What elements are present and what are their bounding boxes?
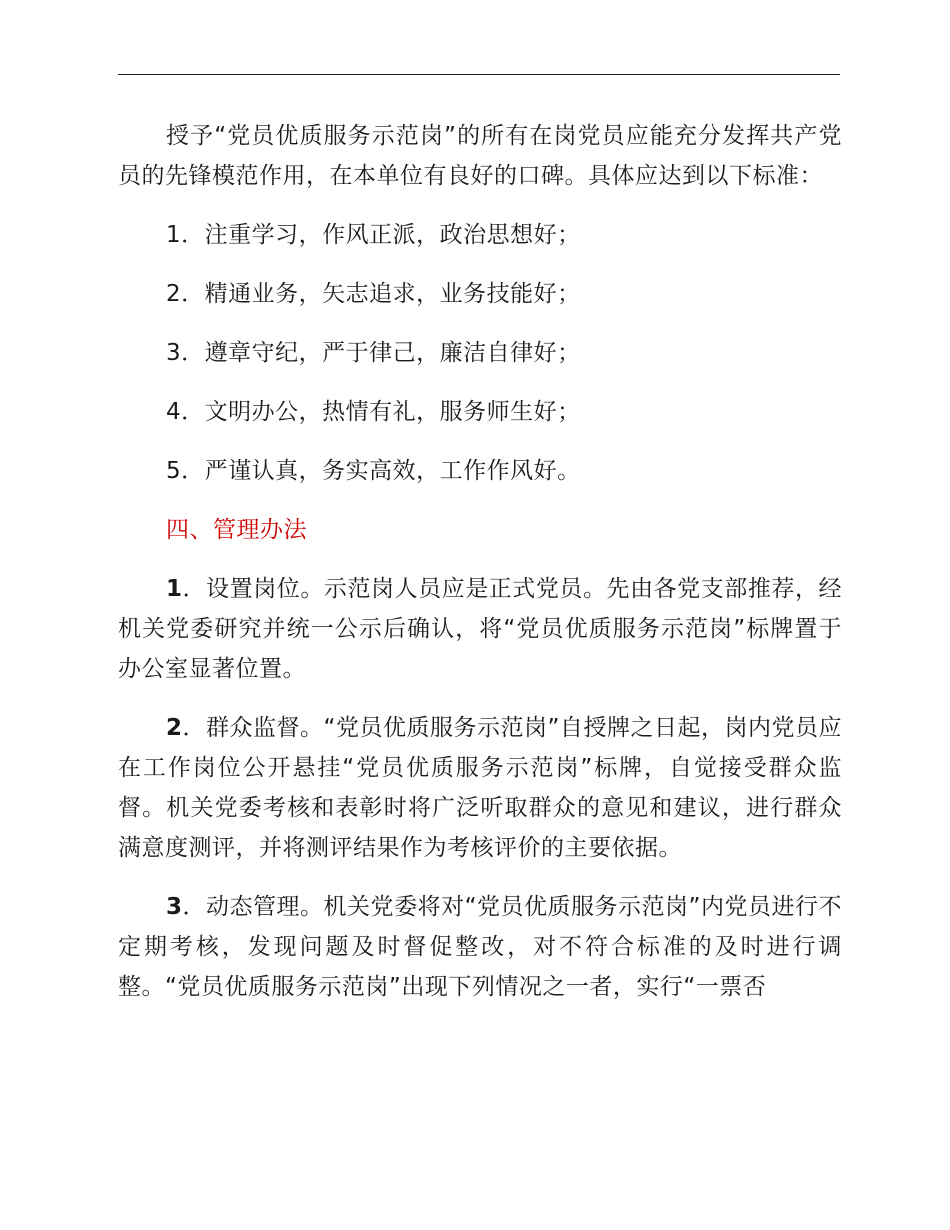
measure-paragraph-3 bbox=[118, 887, 842, 1007]
measure-text-2: ．群众监督。“党员优质服务示范岗”自授牌之日起，岗内党员应在工作岗位公开悬挂“党员优质服务示范岗”标牌，自觉接受群众监督。机关党委考核和表彰时将广泛听取群众的意见和建议，进行群众满意度测评，并将测评结果作为考核评价的主要依据。 bbox=[118, 715, 842, 861]
measure-paragraph-1 bbox=[118, 569, 842, 689]
intro-paragraph: 授予“党员优质服务示范岗”的所有在岗党员应能充分发挥共产党员的先锋模范作用，在本单位有良好的口碑。具体应达到以下标准： bbox=[118, 123, 842, 189]
header-rule bbox=[118, 74, 840, 75]
standard-item-2: 2．精通业务，矢志追求，业务技能好； bbox=[166, 281, 581, 307]
standard-item-4: 4．文明办公，热情有礼，服务师生好； bbox=[166, 399, 581, 425]
standard-item-1: 1．注重学习，作风正派，政治思想好； bbox=[166, 222, 581, 248]
standard-item-5: 5．严谨认真，务实高效，工作作风好。 bbox=[166, 458, 581, 484]
measure-number-2: 2 bbox=[166, 715, 183, 741]
measure-text-3: ．动态管理。机关党委将对“党员优质服务示范岗”内党员进行不定期考核，发现问题及时督促整改，对不符合标准的及时进行调整。“党员优质服务示范岗”出现下列情况之一者，实行“一票否 bbox=[118, 894, 842, 1000]
measure-text-1: ．设置岗位。示范岗人员应是正式党员。先由各党支部推荐，经机关党委研究并统一公示后确认，将“党员优质服务示范岗”标牌置于办公室显著位置。 bbox=[118, 576, 842, 682]
measure-number-3: 3 bbox=[166, 894, 183, 920]
standard-item-3: 3．遵章守纪，严于律己，廉洁自律好； bbox=[166, 340, 581, 366]
document-body bbox=[118, 116, 842, 1026]
section-heading: 四、管理办法 bbox=[166, 517, 307, 543]
measure-paragraph-2 bbox=[118, 708, 842, 868]
measure-number-1: 1 bbox=[166, 576, 183, 602]
